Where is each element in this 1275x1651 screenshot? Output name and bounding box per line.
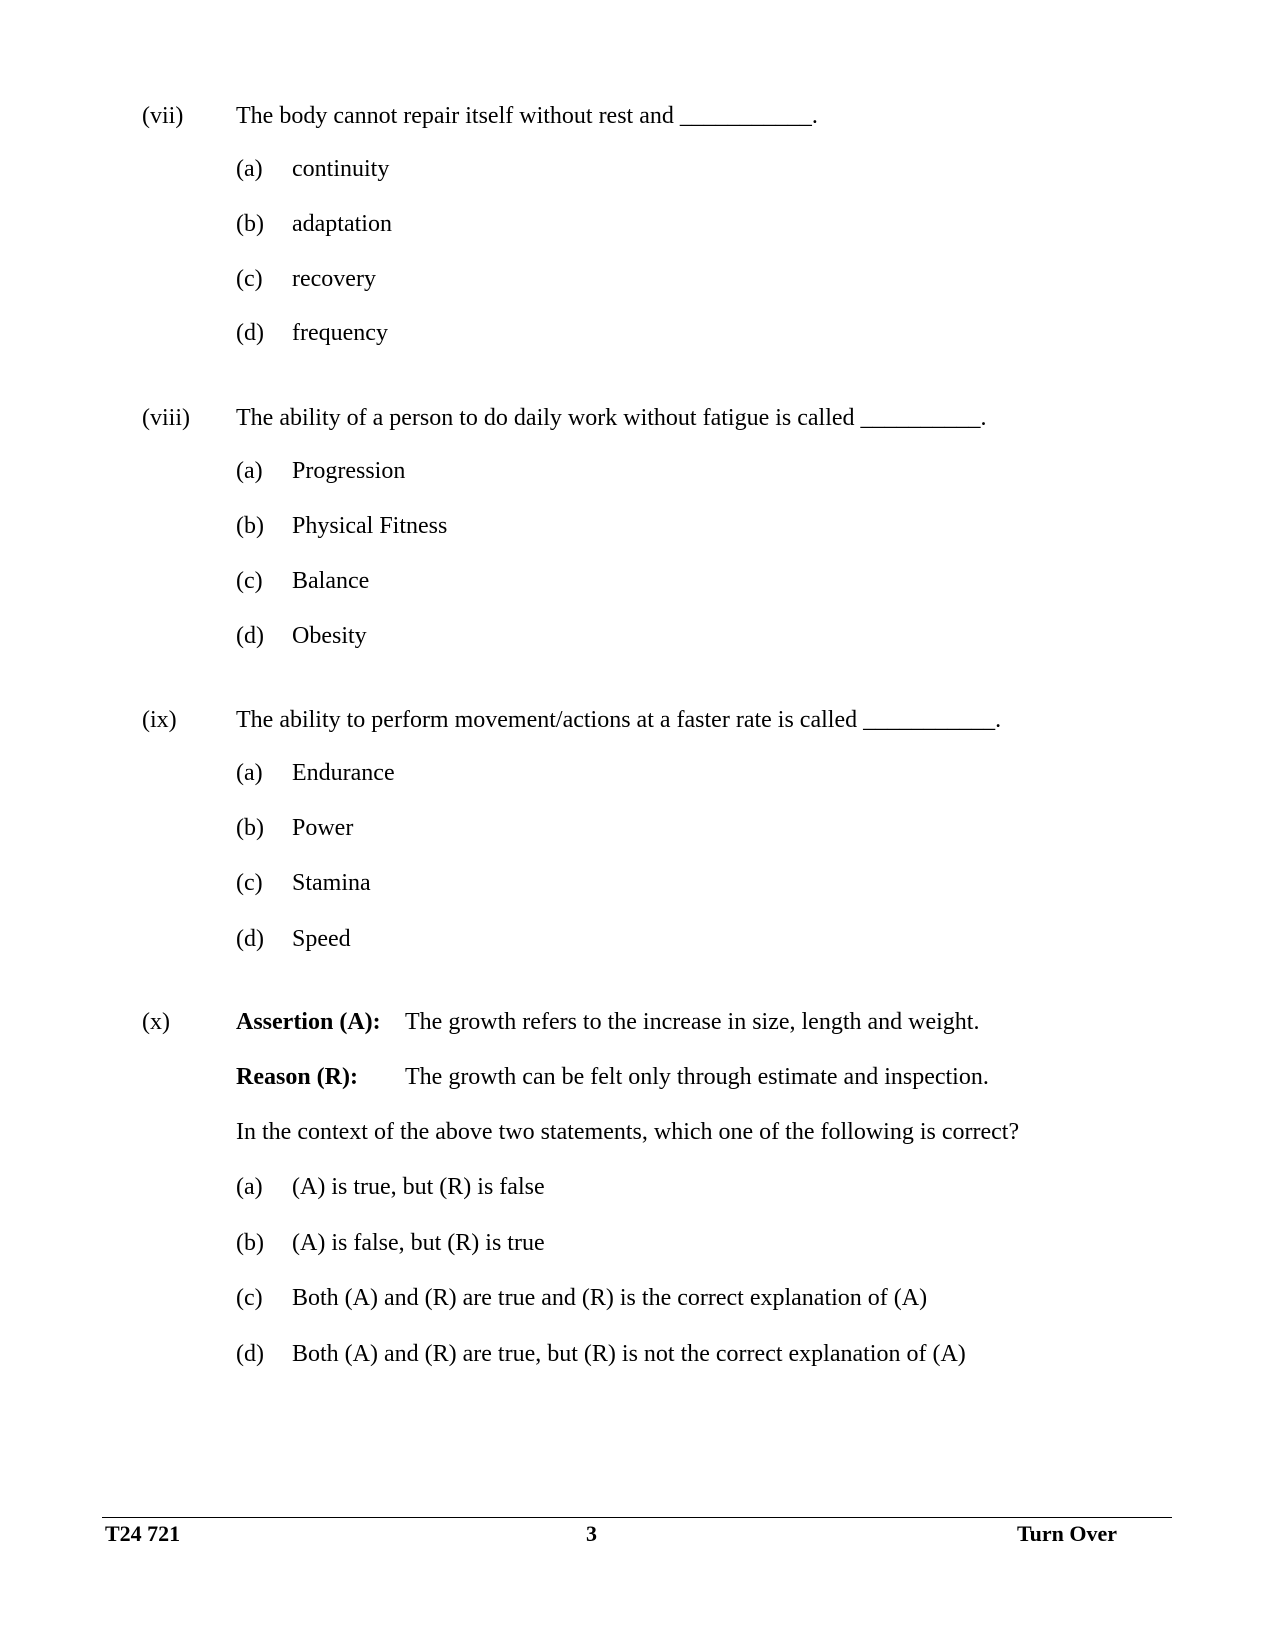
option-label: (c) (236, 568, 263, 594)
assertion-label: Assertion (A): (236, 1009, 381, 1035)
option-label: (c) (236, 266, 263, 292)
option-text: Endurance (292, 760, 395, 786)
option-text: Progression (292, 458, 406, 484)
question-text: In the context of the above two statements, which one of the following is correct? (236, 1119, 1020, 1145)
option-label: (a) (236, 458, 263, 484)
question-text: The body cannot repair itself without rest and ___________. (236, 103, 818, 129)
option-label: (a) (236, 1174, 263, 1200)
paper-code: T24 721 (105, 1521, 181, 1546)
option-text: (A) is false, but (R) is true (292, 1230, 545, 1256)
question-number: (x) (142, 1009, 170, 1035)
option-label: (b) (236, 1230, 264, 1256)
option-text: adaptation (292, 211, 392, 237)
option-text: Obesity (292, 623, 367, 649)
question-number: (ix) (142, 707, 177, 733)
question-number: (vii) (142, 103, 184, 129)
option-text: Speed (292, 926, 351, 952)
option-label: (c) (236, 870, 263, 896)
question-text: The ability of a person to do daily work without fatigue is called __________. (236, 405, 987, 431)
option-label: (a) (236, 760, 263, 786)
question-text: The ability to perform movement/actions at a faster rate is called ___________. (236, 707, 1002, 733)
option-text: continuity (292, 156, 390, 182)
option-label: (d) (236, 320, 264, 346)
option-text: frequency (292, 320, 388, 346)
option-text: Power (292, 815, 354, 841)
option-label: (b) (236, 815, 264, 841)
option-label: (d) (236, 1341, 264, 1367)
option-label: (a) (236, 156, 263, 182)
assertion-text: The growth refers to the increase in size, length and weight. (405, 1009, 980, 1035)
turn-over-label: Turn Over (1017, 1521, 1118, 1546)
option-text: Stamina (292, 870, 371, 896)
reason-text: The growth can be felt only through estimate and inspection. (405, 1064, 989, 1090)
option-text: (A) is true, but (R) is false (292, 1174, 545, 1200)
option-label: (c) (236, 1285, 263, 1311)
option-text: Physical Fitness (292, 513, 448, 539)
option-text: Both (A) and (R) are true and (R) is the correct explanation of (A) (292, 1285, 928, 1311)
option-text: Both (A) and (R) are true, but (R) is not the correct explanation of (A) (292, 1341, 966, 1367)
footer-divider (102, 1517, 1172, 1518)
option-label: (b) (236, 513, 264, 539)
option-label: (b) (236, 211, 264, 237)
option-label: (d) (236, 623, 264, 649)
option-text: Balance (292, 568, 370, 594)
page-number: 3 (586, 1521, 597, 1546)
option-text: recovery (292, 266, 376, 292)
option-label: (d) (236, 926, 264, 952)
question-number: (viii) (142, 405, 190, 431)
reason-label: Reason (R): (236, 1064, 358, 1090)
